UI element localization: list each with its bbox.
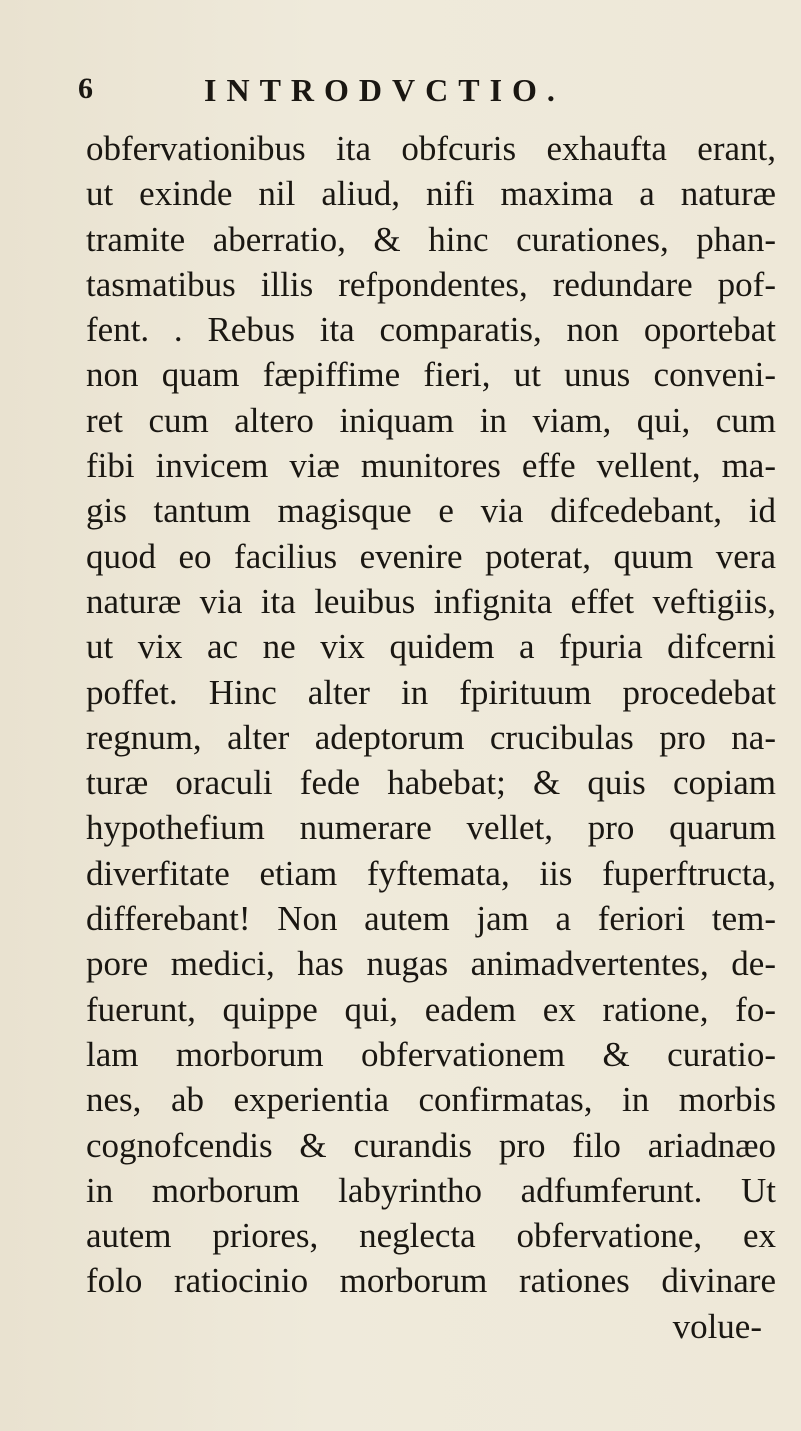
text-line: fibi invicem viæ munitores effe vellent, ma- <box>86 446 776 486</box>
text-line: poffet. Hinc alter in fpirituum procedebat <box>86 672 776 712</box>
text-line: tasmatibus illis refpondentes, redundare pof- <box>86 264 776 304</box>
text-line: autem priores, neglecta obfervatione, ex <box>86 1216 776 1256</box>
text-line: obfervationibus ita obfcuris exhaufta erant, <box>86 129 776 168</box>
text-line: turæ oraculi fede habebat; & quis copiam <box>86 763 776 803</box>
text-line: fuerunt, quippe qui, eadem ex ratione, fo- <box>86 989 776 1029</box>
body-text <box>86 126 776 1349</box>
page-header <box>0 72 801 112</box>
text-line: hypothefium numerare vellet, pro quarum <box>86 808 776 848</box>
text-line: cognofcendis & curandis pro filo ariadnæo <box>86 1125 776 1165</box>
text-line: differebant! Non autem jam a feriori tem- <box>86 899 776 939</box>
page-number: 6 <box>78 72 93 105</box>
text-line: regnum, alter adeptorum crucibulas pro na- <box>86 717 776 757</box>
text-line: ut exinde nil aliud, nifi maxima a naturæ <box>86 174 776 214</box>
text-line: fent. . Rebus ita comparatis, non oportebat <box>86 310 776 350</box>
text-line: naturæ via ita leuibus infignita effet veftigiis, <box>86 581 776 621</box>
text-line: diverfitate etiam fyftemata, iis fuperftructa, <box>86 853 776 893</box>
text-line: pore medici, has nugas animadvertentes, de- <box>86 944 776 984</box>
text-line: tramite aberratio, & hinc curationes, phan- <box>86 219 776 259</box>
text-line: non quam fæpiffime fieri, ut unus conveni- <box>86 355 776 395</box>
text-line: gis tantum magisque e via difcedebant, id <box>86 491 776 531</box>
text-line: nes, ab experientia confirmatas, in morbis <box>86 1080 776 1120</box>
text-line: folo ratiocinio morborum rationes divinare <box>86 1261 776 1301</box>
catchword: volue- <box>672 1306 762 1346</box>
running-head: INTRODVCTIO. <box>204 72 565 108</box>
text-line: ut vix ac ne vix quidem a fpuria difcerni <box>86 627 776 667</box>
text-line: quod eo facilius evenire poterat, quum vera <box>86 536 776 576</box>
text-line: lam morborum obfervationem & curatio- <box>86 1034 776 1074</box>
text-line: in morborum labyrintho adfumferunt. Ut <box>86 1170 776 1210</box>
text-line: ret cum altero iniquam in viam, qui, cum <box>86 400 776 440</box>
